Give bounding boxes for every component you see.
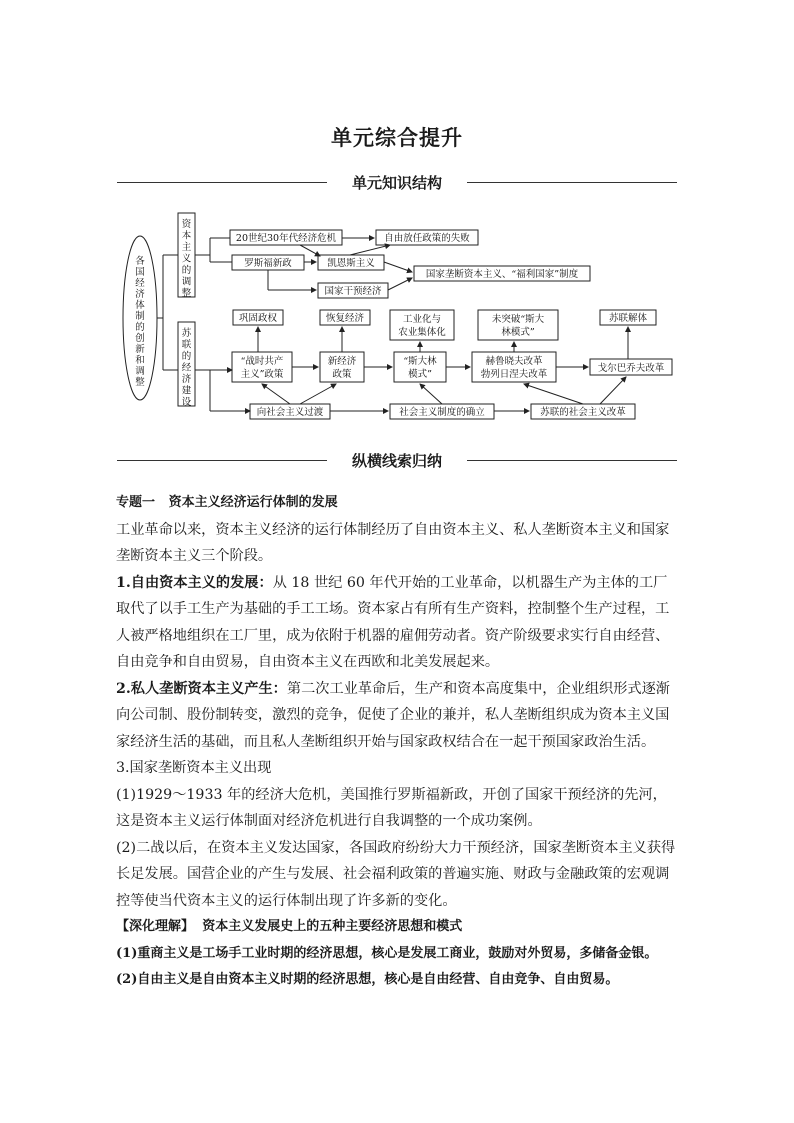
vroot-char: 的 <box>135 322 145 333</box>
vroot-char: 创 <box>135 333 145 344</box>
label-crisis: 20世纪30年代经济危机 <box>235 233 337 244</box>
vroot-char: 体 <box>135 300 145 311</box>
topic-title: 资本主义经济运行体制的发展 <box>168 495 338 510</box>
vroot-char: 济 <box>135 289 145 300</box>
label-reform: 苏联的社会主义改革 <box>540 407 626 418</box>
paragraph-2-heading: 2.私人垄断资本主义产生： <box>116 680 287 697</box>
root-vertical-text <box>135 255 145 388</box>
paragraph-3-item-1: (1)1929～1933 年的经济大危机，美国推行罗斯福新政，开创了国家干预经济的先河，这是资本主义运行体制面对经济危机进行自我调整的一个成功案例。 <box>116 786 667 829</box>
label-laissez: 自由放任政策的失败 <box>384 233 470 244</box>
label-stalin-2: 模式” <box>408 369 432 380</box>
label-nep-1: 新经济 <box>327 356 357 367</box>
label-industrial-2: 农业集体化 <box>398 327 446 338</box>
paragraph-1 <box>116 570 680 676</box>
vsov-char: 济 <box>181 374 192 385</box>
section-title: 纵横线索归纳 <box>351 452 442 470</box>
paragraph-2 <box>116 676 680 756</box>
vsov-char: 设 <box>181 397 192 408</box>
vroot-char: 国 <box>135 267 145 278</box>
label-gorbachev: 戈尔巴乔夫改革 <box>597 363 665 374</box>
label-intervention: 国家干预经济 <box>324 286 382 297</box>
label-unbroken-1: 未突破“斯大 <box>491 314 545 325</box>
deep-heading <box>116 914 680 941</box>
vroot-char: 调 <box>135 366 145 377</box>
vroot-char: 经 <box>135 278 145 289</box>
vroot-char: 整 <box>135 377 145 388</box>
topic-heading <box>116 490 680 517</box>
vcap-char: 的 <box>181 265 192 276</box>
label-consolidate: 巩固政权 <box>238 313 278 324</box>
vsov-char: 的 <box>181 351 192 362</box>
vsov-char: 经 <box>181 362 192 374</box>
label-keynes: 凯恩斯主义 <box>327 258 375 269</box>
divider <box>467 460 677 461</box>
vroot-char: 和 <box>135 355 145 366</box>
content-body <box>116 490 680 994</box>
label-transition: 向社会主义过渡 <box>256 407 324 418</box>
paragraph-1-heading: 1.自由资本主义的发展： <box>116 574 273 591</box>
label-khrushchev-2: 勃列日涅夫改革 <box>480 369 548 380</box>
deep-item-1: (1)重商主义是工场手工业时期的经济思想，核心是发展工商业，鼓励对外贸易，多储备金银。 <box>116 945 658 961</box>
label-recover: 恢复经济 <box>325 313 365 324</box>
label-khrushchev-1: 赫鲁晓夫改革 <box>485 356 543 367</box>
label-establish: 社会主义制度的确立 <box>399 407 485 418</box>
vsov-char: 联 <box>181 339 192 351</box>
label-dissolve: 苏联解体 <box>608 313 648 324</box>
topic-label: 专题一 <box>116 495 156 510</box>
paragraph-3-heading: 3.国家垄断资本主义出现 <box>116 760 272 776</box>
vcap-char: 资 <box>181 219 192 230</box>
label-nep-2: 政策 <box>332 369 352 380</box>
page-title: 单元综合提升 <box>331 126 463 150</box>
label-welfare: 国家垄断资本主义、“福利国家”制度 <box>425 269 579 280</box>
label-war-comm-2: 主义”政策 <box>240 369 284 380</box>
vroot-char: 新 <box>135 344 145 355</box>
branch-soviet-text <box>182 327 192 408</box>
paragraph-2-body: 第二次工业革命后，生产和资本高度集中，企业组织形式逐渐向公司制、股份制转变，激烈的竞争，促使了企业的兼并，私人垄断组织成为资本主义国家经济生活的基础，而且私人垄断组织开始与国家政权结合在一起干预国家政治生活。 <box>116 680 670 750</box>
vroot-char: 各 <box>135 256 145 267</box>
label-roosevelt: 罗斯福新政 <box>244 258 292 269</box>
deep-title: 资本主义发展史上的五种主要经济思想和模式 <box>202 919 463 934</box>
section-title: 单元知识结构 <box>351 174 442 192</box>
vcap-char: 主 <box>181 242 192 253</box>
vcap-char: 调 <box>181 276 192 288</box>
vcap-char: 本 <box>181 230 192 242</box>
section-header-clues <box>117 450 677 472</box>
vsov-char: 建 <box>181 385 192 397</box>
vcap-char: 义 <box>181 253 192 265</box>
vsov-char: 苏 <box>181 328 192 339</box>
label-industrial-1: 工业化与 <box>402 314 442 325</box>
vcap-char: 整 <box>181 288 192 299</box>
deep-label: 【深化理解】 <box>116 919 195 934</box>
intro-paragraph: 工业革命以来，资本主义经济的运行体制经历了自由资本主义、私人垄断资本主义和国家垄断资本主义三个阶段。 <box>116 521 670 564</box>
label-unbroken-2: 林模式” <box>501 327 535 338</box>
paragraph-3-item-2: (2)二战以后，在资本主义发达国家，各国政府纷纷大力干预经济，国家垄断资本主义获得长足发展。国营企业的产生与发展、社会福利政策的普遍实施、财政与金融政策的宏观调控等使当代资本主义的运行体制出现了许多新的变化。 <box>116 839 676 909</box>
label-stalin-1: “斯大林 <box>403 356 437 367</box>
paragraph-1-body: 从 18 世纪 60 年代开始的工业革命，以机器生产为主体的工厂取代了以手工生产为基础的手工工场。资本家占有所有生产资料，控制整个生产过程，工人被严格地组织在工厂里，成为依附于机器的雇佣劳动者。资产阶级要求实行自由经营、自由竞争和自由贸易，自由资本主义在西欧和北美发展起来。 <box>116 574 670 670</box>
vroot-char: 制 <box>135 311 145 322</box>
deep-item-2: (2)自由主义是自由资本主义时期的经济思想，核心是自由经营、自由竞争、自由贸易。 <box>116 972 619 987</box>
branch-capitalist-text <box>182 218 192 299</box>
knowledge-structure-diagram <box>0 0 794 440</box>
label-war-comm-1: “战时共产 <box>240 356 284 367</box>
